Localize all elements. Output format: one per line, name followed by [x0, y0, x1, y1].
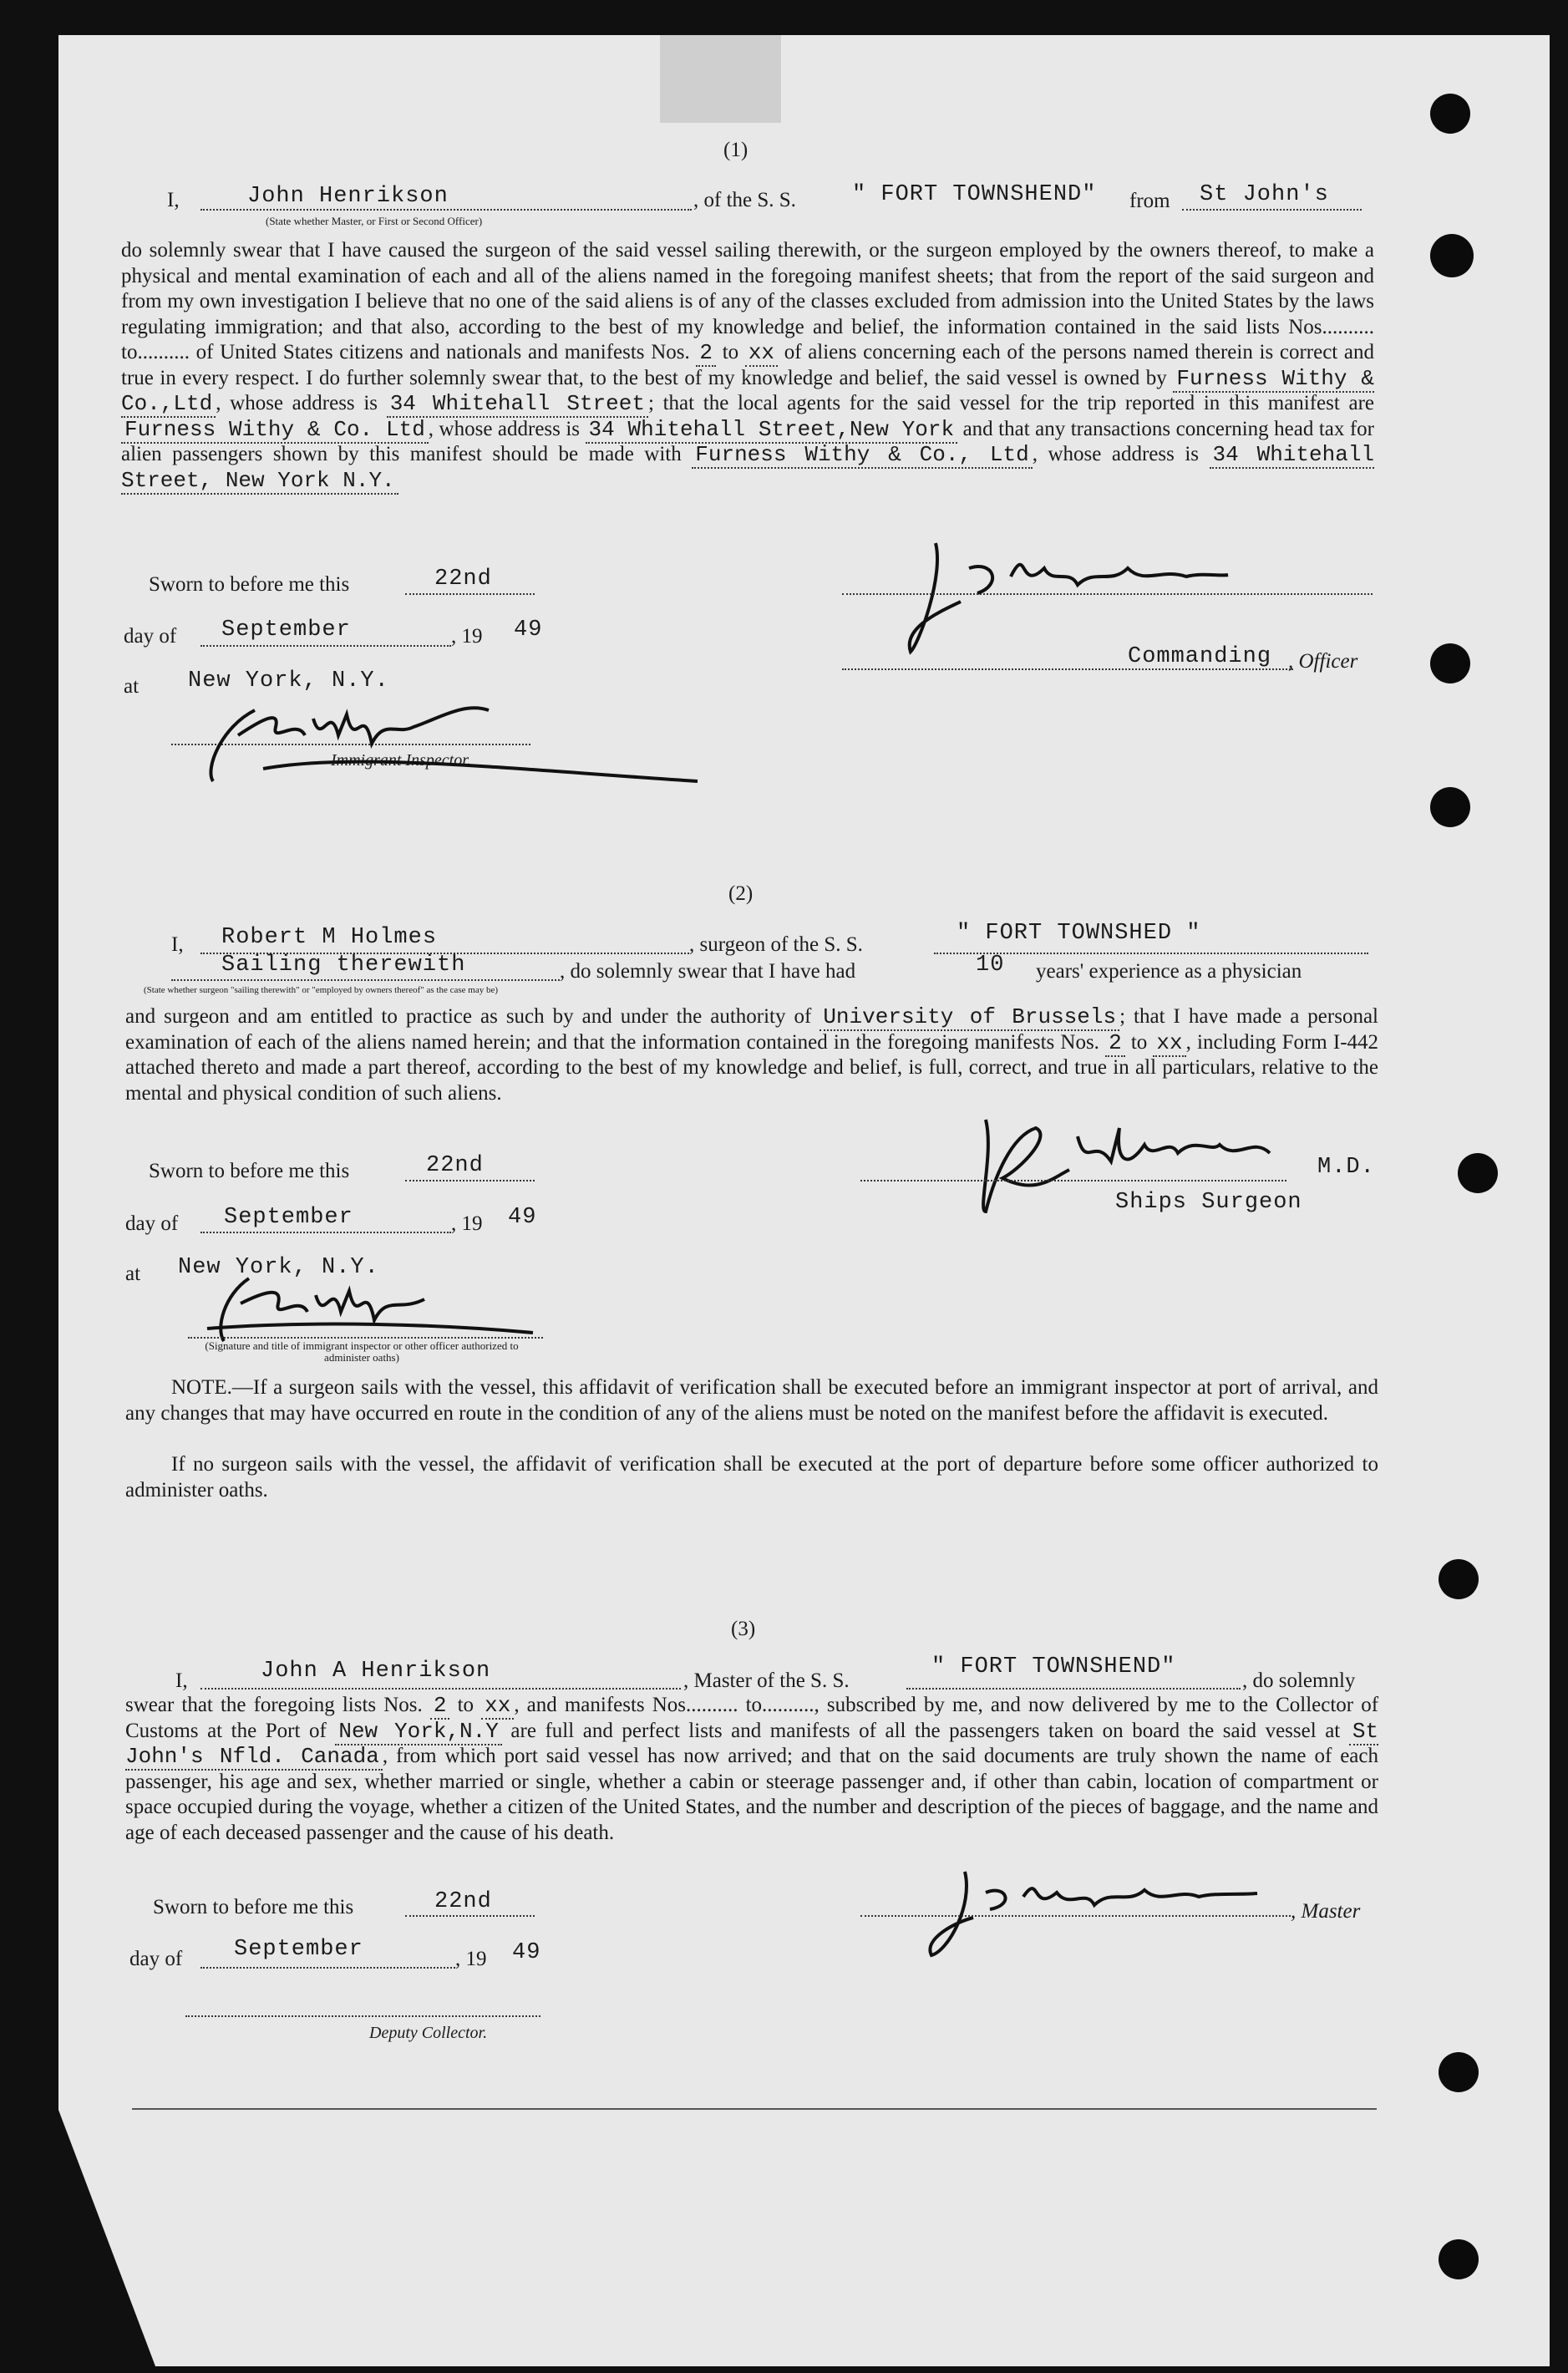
dotted-line: [200, 645, 451, 647]
section3-month: September: [234, 1937, 363, 1962]
section1-ship-name: " FORT TOWNSHEND": [852, 182, 1097, 207]
section1-year-prefix: , 19: [451, 625, 483, 648]
dotted-line: [200, 1967, 455, 1969]
section2-status-note: (State whether surgeon "sailing therewith" or "employed by owners thereof" as the case may be): [144, 985, 499, 995]
section2-surgeon-name: Robert M Holmes: [221, 925, 438, 950]
section3-nos-from: 2: [430, 1693, 450, 1720]
section1-place: New York, N.Y.: [188, 668, 389, 694]
section2-ship-name: " FORT TOWNSHED ": [957, 921, 1201, 946]
section1-text-d: of aliens concerning each of the persons named therein is correct and true in every respect. I do further solemnly swear that, to the best of my knowledge and belief, the said vessel is owned by: [121, 341, 1375, 389]
dotted-line: [405, 1180, 535, 1181]
inspector-signature: [188, 668, 714, 794]
section1-officer-name: John Henrikson: [247, 184, 449, 209]
section2-years: 10: [976, 953, 1005, 978]
section2-paragraph: [125, 1004, 1378, 1106]
section1-tax-agent: Furness Withy & Co., Ltd: [692, 442, 1032, 469]
section3-deputy-label: Deputy Collector.: [369, 2024, 488, 2042]
section1-port: St John's: [1200, 182, 1329, 207]
section1-of-ss: , of the S. S.: [693, 189, 796, 211]
section1-agents-address: 34 Whitehall Street,New York: [586, 417, 958, 444]
section1-sworn-date: 22nd: [434, 567, 492, 592]
section1-officer-title: Commanding: [1128, 644, 1272, 669]
section3-master-name: John A Henrikson: [261, 1659, 491, 1684]
binder-hole: [1430, 787, 1470, 827]
binder-hole: [1439, 1559, 1479, 1599]
section1-text-a: do solemnly swear that I have caused the surgeon of the said vessel sailing therewith, or the surgeon employed by the owners thereof, to make a physical and mental examination of each and all of the aliens named in the foregoing manifest sheets; that from the report of the said surgeon and from my own investigation I believe that no one of the said aliens is of any of the classes excluded from admission into the United States by the laws regulating immigration; and that also, according to the best of my knowledge and belief, the information contained in the said lists Nos.......... to..........: [121, 239, 1374, 363]
section1-at-label: at: [124, 675, 140, 698]
section1-text-f: ; that the local agents for the said vessel for the trip reported in this manifest are: [647, 392, 1375, 414]
section3-solemnly: , do solemnly: [1242, 1669, 1356, 1692]
binder-hole: [1430, 234, 1474, 277]
section3-text-d: are full and perfect lists and manifests of all the passengers taken on board the said vessel at: [510, 1719, 1341, 1742]
section1-text-h: and that any transactions concerning head tax for alien passengers shown by this manifest should be made with: [121, 417, 1374, 465]
section3-from-port: St John's Nfld. Canada: [125, 1718, 1379, 1769]
section2-month: September: [224, 1205, 353, 1230]
section2-at-label: at: [125, 1263, 141, 1285]
section2-status: Sailing therewith: [221, 953, 466, 978]
section1-text-e: , whose address is: [216, 392, 378, 414]
section-number-1: (1): [723, 139, 748, 161]
section3-text-b: to: [457, 1694, 474, 1716]
section3-text-c: , and manifests Nos.......... to.........., subscribed by me, and now delivered by me to the Collector of Customs at the Port of: [125, 1694, 1379, 1742]
section1-dayof-label: day of: [124, 625, 177, 648]
section3-year-prefix: , 19: [455, 1948, 487, 1970]
bottom-rule: [132, 2108, 1377, 2110]
section1-role-note: (State whether Master, or First or Second Officer): [266, 215, 483, 227]
dotted-line: [906, 1688, 1241, 1690]
section3-dayof-label: day of: [129, 1948, 183, 1970]
section2-dayof-label: day of: [125, 1212, 179, 1235]
section2-nos-to: xx: [1153, 1030, 1185, 1057]
section2-role: Ships Surgeon: [1115, 1190, 1302, 1215]
note-heading: NOTE.: [171, 1376, 232, 1399]
section1-owner-address: 34 Whitehall Street: [387, 391, 648, 418]
section3-year: 49: [512, 1940, 541, 1965]
section3-paragraph: [125, 1693, 1378, 1846]
section2-signature-note: (Signature and title of immigrant inspector or other officer authorized to administer oaths): [205, 1339, 519, 1364]
section3-master-label: , Master: [1291, 1900, 1361, 1923]
section1-nos-to: xx: [745, 340, 778, 367]
dotted-line: [200, 1688, 681, 1690]
dotted-line: [842, 593, 1373, 595]
section2-text-c: and surgeon and am entitled to practice as such by and under the authority of: [125, 1005, 812, 1028]
section3-i: I,: [175, 1669, 188, 1692]
section2-authority: University of Brussels: [820, 1004, 1119, 1031]
dotted-line: [860, 1915, 1291, 1917]
section2-text-a: , do solemnly swear that I have had: [560, 960, 856, 983]
section2-note-2: [125, 1452, 1378, 1503]
note-text-2: If no surgeon sails with the vessel, the affidavit of verification shall be executed at the port of departure before some officer authorized to administer oaths.: [125, 1453, 1378, 1502]
binder-hole: [1430, 94, 1470, 134]
section3-master-of: , Master of the S. S.: [683, 1669, 850, 1692]
tape-mark: [660, 35, 781, 123]
section3-ship-name: " FORT TOWNSHEND": [931, 1654, 1176, 1679]
section3-sworn-label: Sworn to before me this: [153, 1896, 354, 1918]
note-text: —If a surgeon sails with the vessel, this affidavit of verification shall be executed before an immigrant inspector at port of arrival, and any changes that may have occurred en route in the condition of any of the aliens must be noted on the manifest before the affidavit is executed.: [125, 1376, 1378, 1425]
section1-owner: Furness Withy & Co.,Ltd: [121, 365, 1375, 416]
section-number-3: (3): [731, 1618, 756, 1640]
binder-hole: [1439, 2052, 1479, 2092]
section2-year: 49: [508, 1205, 537, 1230]
dotted-line: [200, 209, 692, 211]
dotted-line: [1182, 209, 1362, 211]
binder-hole: [1439, 2239, 1479, 2279]
master-signature: [906, 1855, 1274, 1964]
section1-officer-label: , Officer: [1288, 650, 1358, 673]
dotted-line: [200, 1232, 451, 1233]
dotted-line: [405, 593, 535, 595]
dotted-line: [171, 979, 560, 981]
section3-text-a: swear that the foregoing lists Nos.: [125, 1694, 423, 1716]
dotted-line: [405, 1915, 535, 1917]
section1-nos-from: 2: [696, 340, 716, 367]
dotted-line: [185, 2015, 540, 2017]
section2-i: I,: [171, 933, 184, 956]
section2-text-e: to: [1130, 1030, 1148, 1054]
section2-year-prefix: , 19: [451, 1212, 483, 1235]
dotted-line: [188, 1337, 543, 1339]
section3-sworn-date: 22nd: [434, 1889, 492, 1914]
section1-month: September: [221, 617, 351, 643]
section1-paragraph: [121, 238, 1374, 493]
section1-year: 49: [514, 617, 543, 643]
dotted-line: [860, 1180, 1286, 1181]
section1-text-i: , whose address is: [1032, 443, 1200, 465]
section2-sworn-date: 22nd: [426, 1153, 484, 1178]
section2-text-f: , including Form I-442 attached thereto and made a part thereof, according to the best of my knowledge and belief, is full, correct, and true in all particulars, relative to the mental and physical condition of such aliens.: [125, 1030, 1379, 1105]
section2-place: New York, N.Y.: [178, 1255, 379, 1280]
section1-from: from: [1129, 190, 1170, 212]
section2-note: [125, 1375, 1378, 1426]
section2-surgeon-of: , surgeon of the S. S.: [689, 933, 863, 956]
binder-hole: [1458, 1153, 1498, 1193]
section3-port: New York,N.Y: [335, 1719, 502, 1745]
section2-text-b: years' experience as a physician: [1036, 960, 1302, 983]
section3-text-e: , from which port said vessel has now arrived; and that on the said documents are truly shown the name of each passenger, his age and sex, whether married or single, whether a cabin or steerage passenger and, if other than cabin, location of compartment or space occupied during the voyage, whether a citizen of the United States, and the number and description of the pieces of baggage, and the name and age of each deceased passenger and the cause of his death.: [125, 1745, 1379, 1844]
binder-hole: [1430, 643, 1470, 683]
section1-text-c: to: [722, 341, 739, 363]
section1-inspector-label: Immigrant Inspector.: [331, 751, 471, 770]
section1-text-b: of United States citizens and nationals and manifests Nos.: [195, 341, 690, 363]
section1-tax-address: 34 Whitehall Street, New York N.Y.: [121, 442, 1375, 493]
section1-text-g: , whose address is: [428, 417, 581, 440]
section2-sworn-label: Sworn to before me this: [149, 1160, 350, 1182]
section2-text-d: ; that I have made a personal examination of each of the aliens named herein; and that the information contained in the foregoing manifests Nos.: [125, 1005, 1378, 1054]
section-number-2: (2): [728, 882, 754, 905]
section1-sworn-label: Sworn to before me this: [149, 573, 350, 596]
section1-i: I,: [167, 189, 180, 211]
section2-nos-from: 2: [1105, 1030, 1125, 1057]
section3-nos-to: xx: [481, 1693, 514, 1720]
section2-md: M.D.: [1317, 1155, 1375, 1180]
section1-agents: Furness Withy & Co. Ltd: [121, 417, 429, 444]
